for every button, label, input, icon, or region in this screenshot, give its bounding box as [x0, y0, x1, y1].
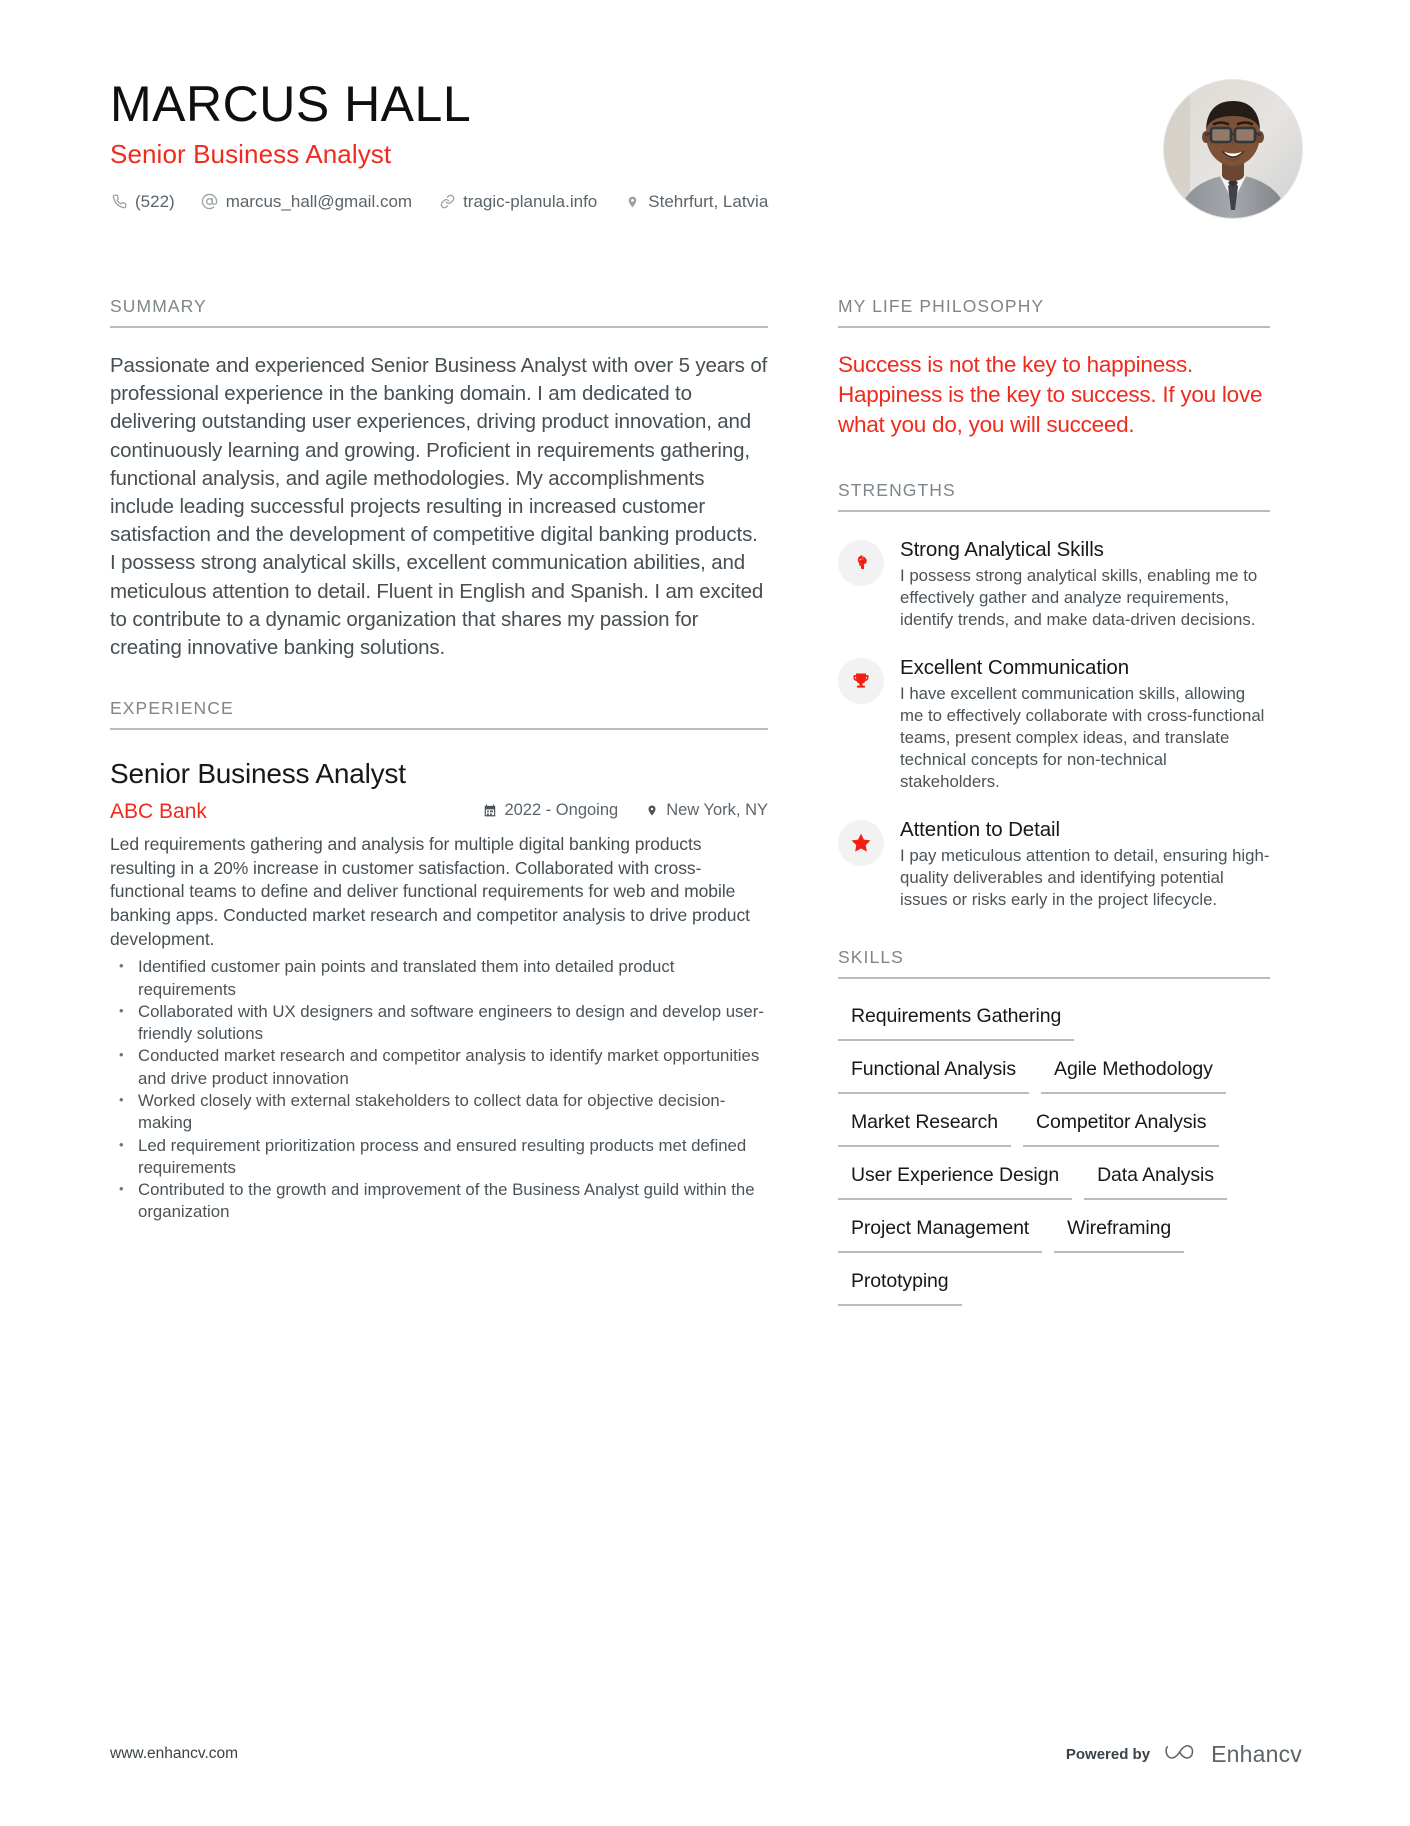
right-column [838, 296, 1270, 1319]
skill-tag: Functional Analysis [838, 1054, 1029, 1094]
strength-description: I pay meticulous attention to detail, ensuring high-quality deliverables and identifying potential issues or risks early in the project lifecycle. [900, 846, 1270, 909]
strength-item [838, 818, 1270, 910]
experience-dates [482, 801, 618, 820]
enhancv-logo-glyph [1164, 1740, 1202, 1764]
strength-body [900, 656, 1270, 792]
contact-website[interactable] [438, 192, 597, 212]
skill-tag: Project Management [838, 1213, 1042, 1253]
skill-tag: Prototyping [838, 1266, 962, 1306]
experience-section [110, 698, 768, 1224]
strength-description: I have excellent communication skills, allowing me to effectively collaborate with cross-functional teams, present complex ideas, and translate technical concepts for non-technical stakeholders. [900, 684, 1265, 791]
enhancv-brand[interactable] [1164, 1740, 1302, 1768]
trophy-icon [838, 658, 884, 704]
skills-section-title: SKILLS [838, 947, 1270, 979]
contact-email-text: marcus_hall@gmail.com [225, 191, 413, 211]
experience-bullet: • Identified customer pain points and translated them into detailed product requirements [110, 956, 768, 1001]
strength-item [838, 656, 1270, 792]
left-column [110, 296, 768, 1224]
experience-role: Senior Business Analyst [110, 758, 406, 790]
summary-section-title: SUMMARY [110, 296, 768, 328]
at-sign-icon [201, 193, 219, 211]
experience-meta-row [110, 800, 768, 824]
strength-name: Strong Analytical Skills [900, 538, 1104, 561]
page-footer [110, 1740, 1302, 1768]
experience-location [644, 801, 768, 820]
footer-website[interactable]: www.enhancv.com [110, 1745, 239, 1762]
experience-bullet: • Contributed to the growth and improvement of the Business Analyst guild within the organization [110, 1179, 768, 1224]
skills-section [838, 947, 1270, 1319]
experience-section-title: EXPERIENCE [110, 698, 768, 730]
philosophy-section-title: MY LIFE PHILOSOPHY [838, 296, 1270, 328]
star-icon [838, 820, 884, 866]
profile-photo-illustration [1164, 80, 1302, 218]
philosophy-quote: Success is not the key to happiness. Happiness is the key to success. If you love what you do, you will succeed. [838, 352, 1263, 437]
contact-phone[interactable] [110, 192, 175, 212]
enhancv-brand-name: Enhancv [1211, 1740, 1302, 1767]
summary-section [110, 296, 768, 662]
strength-body [900, 538, 1270, 630]
strength-body [900, 818, 1270, 910]
page-title: MARCUS HALL [110, 76, 472, 132]
experience-bullet: • Led requirement prioritization process and ensured resulting products met defined requirements [110, 1135, 768, 1180]
experience-description: Led requirements gathering and analysis for multiple digital banking products resulting in a 20% increase in customer satisfaction. Collaborated with cross-functional teams to define and deliver functional requirements for web and mobile banking apps. Conducted market research and competitor analysis to drive product development. [110, 834, 750, 949]
contact-location-text: Stehrfurt, Latvia [648, 191, 769, 211]
skill-tag: Market Research [838, 1107, 1011, 1147]
strengths-section [838, 480, 1270, 911]
skill-tag: Competitor Analysis [1023, 1107, 1219, 1147]
brain-head-icon-glyph [852, 553, 871, 573]
skill-tag: Wireframing [1054, 1213, 1184, 1253]
avatar [1164, 80, 1302, 218]
link-icon [438, 193, 456, 211]
header-job-title: Senior Business Analyst [110, 138, 392, 169]
contact-location [623, 192, 768, 212]
calendar-icon [482, 803, 497, 819]
experience-company: ABC Bank [110, 800, 207, 824]
experience-bullet: • Collaborated with UX designers and software engineers to design and develop user-friendly solutions [110, 1001, 768, 1046]
skill-tag: Requirements Gathering [838, 1001, 1074, 1041]
strength-item [838, 538, 1270, 630]
map-pin-icon [623, 193, 641, 211]
contact-row [110, 192, 1300, 212]
resume-header [110, 78, 1300, 248]
strength-name: Attention to Detail [900, 818, 1060, 842]
experience-bullet: • Worked closely with external stakeholders to collect data for objective decision-making [110, 1090, 768, 1135]
footer-branding [1066, 1740, 1302, 1768]
strengths-list [838, 538, 1270, 911]
skill-tag: User Experience Design [838, 1160, 1072, 1200]
experience-item [110, 758, 768, 1224]
contact-email[interactable] [201, 192, 412, 212]
strengths-section-title: STRENGTHS [838, 480, 1270, 512]
map-pin-icon [644, 803, 659, 819]
experience-bullet-list [110, 956, 768, 1224]
experience-location-text: New York, NY [666, 801, 768, 820]
skill-tag: Data Analysis [1084, 1160, 1227, 1200]
experience-meta [456, 801, 768, 820]
phone-icon [110, 193, 128, 211]
brain-head-icon [838, 540, 884, 586]
strength-description: I possess strong analytical skills, enabling me to effectively gather and analyze requirements, identify trends, and make data-driven decisions. [900, 566, 1258, 629]
contact-website-text: tragic-planula.info [463, 191, 598, 211]
experience-bullet: • Conducted market research and competitor analysis to identify market opportunities and drive product innovation [110, 1045, 768, 1090]
skill-tag: Agile Methodology [1041, 1054, 1226, 1094]
star-icon-glyph [849, 831, 873, 855]
powered-by-label: Powered by [1065, 1745, 1151, 1763]
summary-text: Passionate and experienced Senior Business Analyst with over 5 years of professional experience in the banking domain. I am dedicated to delivering outstanding user experiences, driving product innovation, and continuously learning and growing. Proficient in requirements gathering, functional analysis, and agile methodologies. My accomplishments include leading successful projects resulting in increased customer satisfaction and the development of competitive digital banking products. I possess strong analytical skills, excellent communication abilities, and meticulous attention to detail. Fluent in English and Spanish. I am excited to contribute to a dynamic organization that shares my passion for creating innovative banking solutions. [110, 354, 768, 660]
enhancv-logo-icon [1164, 1740, 1202, 1768]
strength-name: Excellent Communication [900, 656, 1129, 680]
philosophy-section [838, 296, 1270, 440]
contact-phone-text: (522) [135, 191, 175, 211]
skills-list [838, 1001, 1270, 1319]
trophy-icon-glyph [851, 671, 871, 691]
experience-dates-text: 2022 - Ongoing [504, 801, 619, 820]
